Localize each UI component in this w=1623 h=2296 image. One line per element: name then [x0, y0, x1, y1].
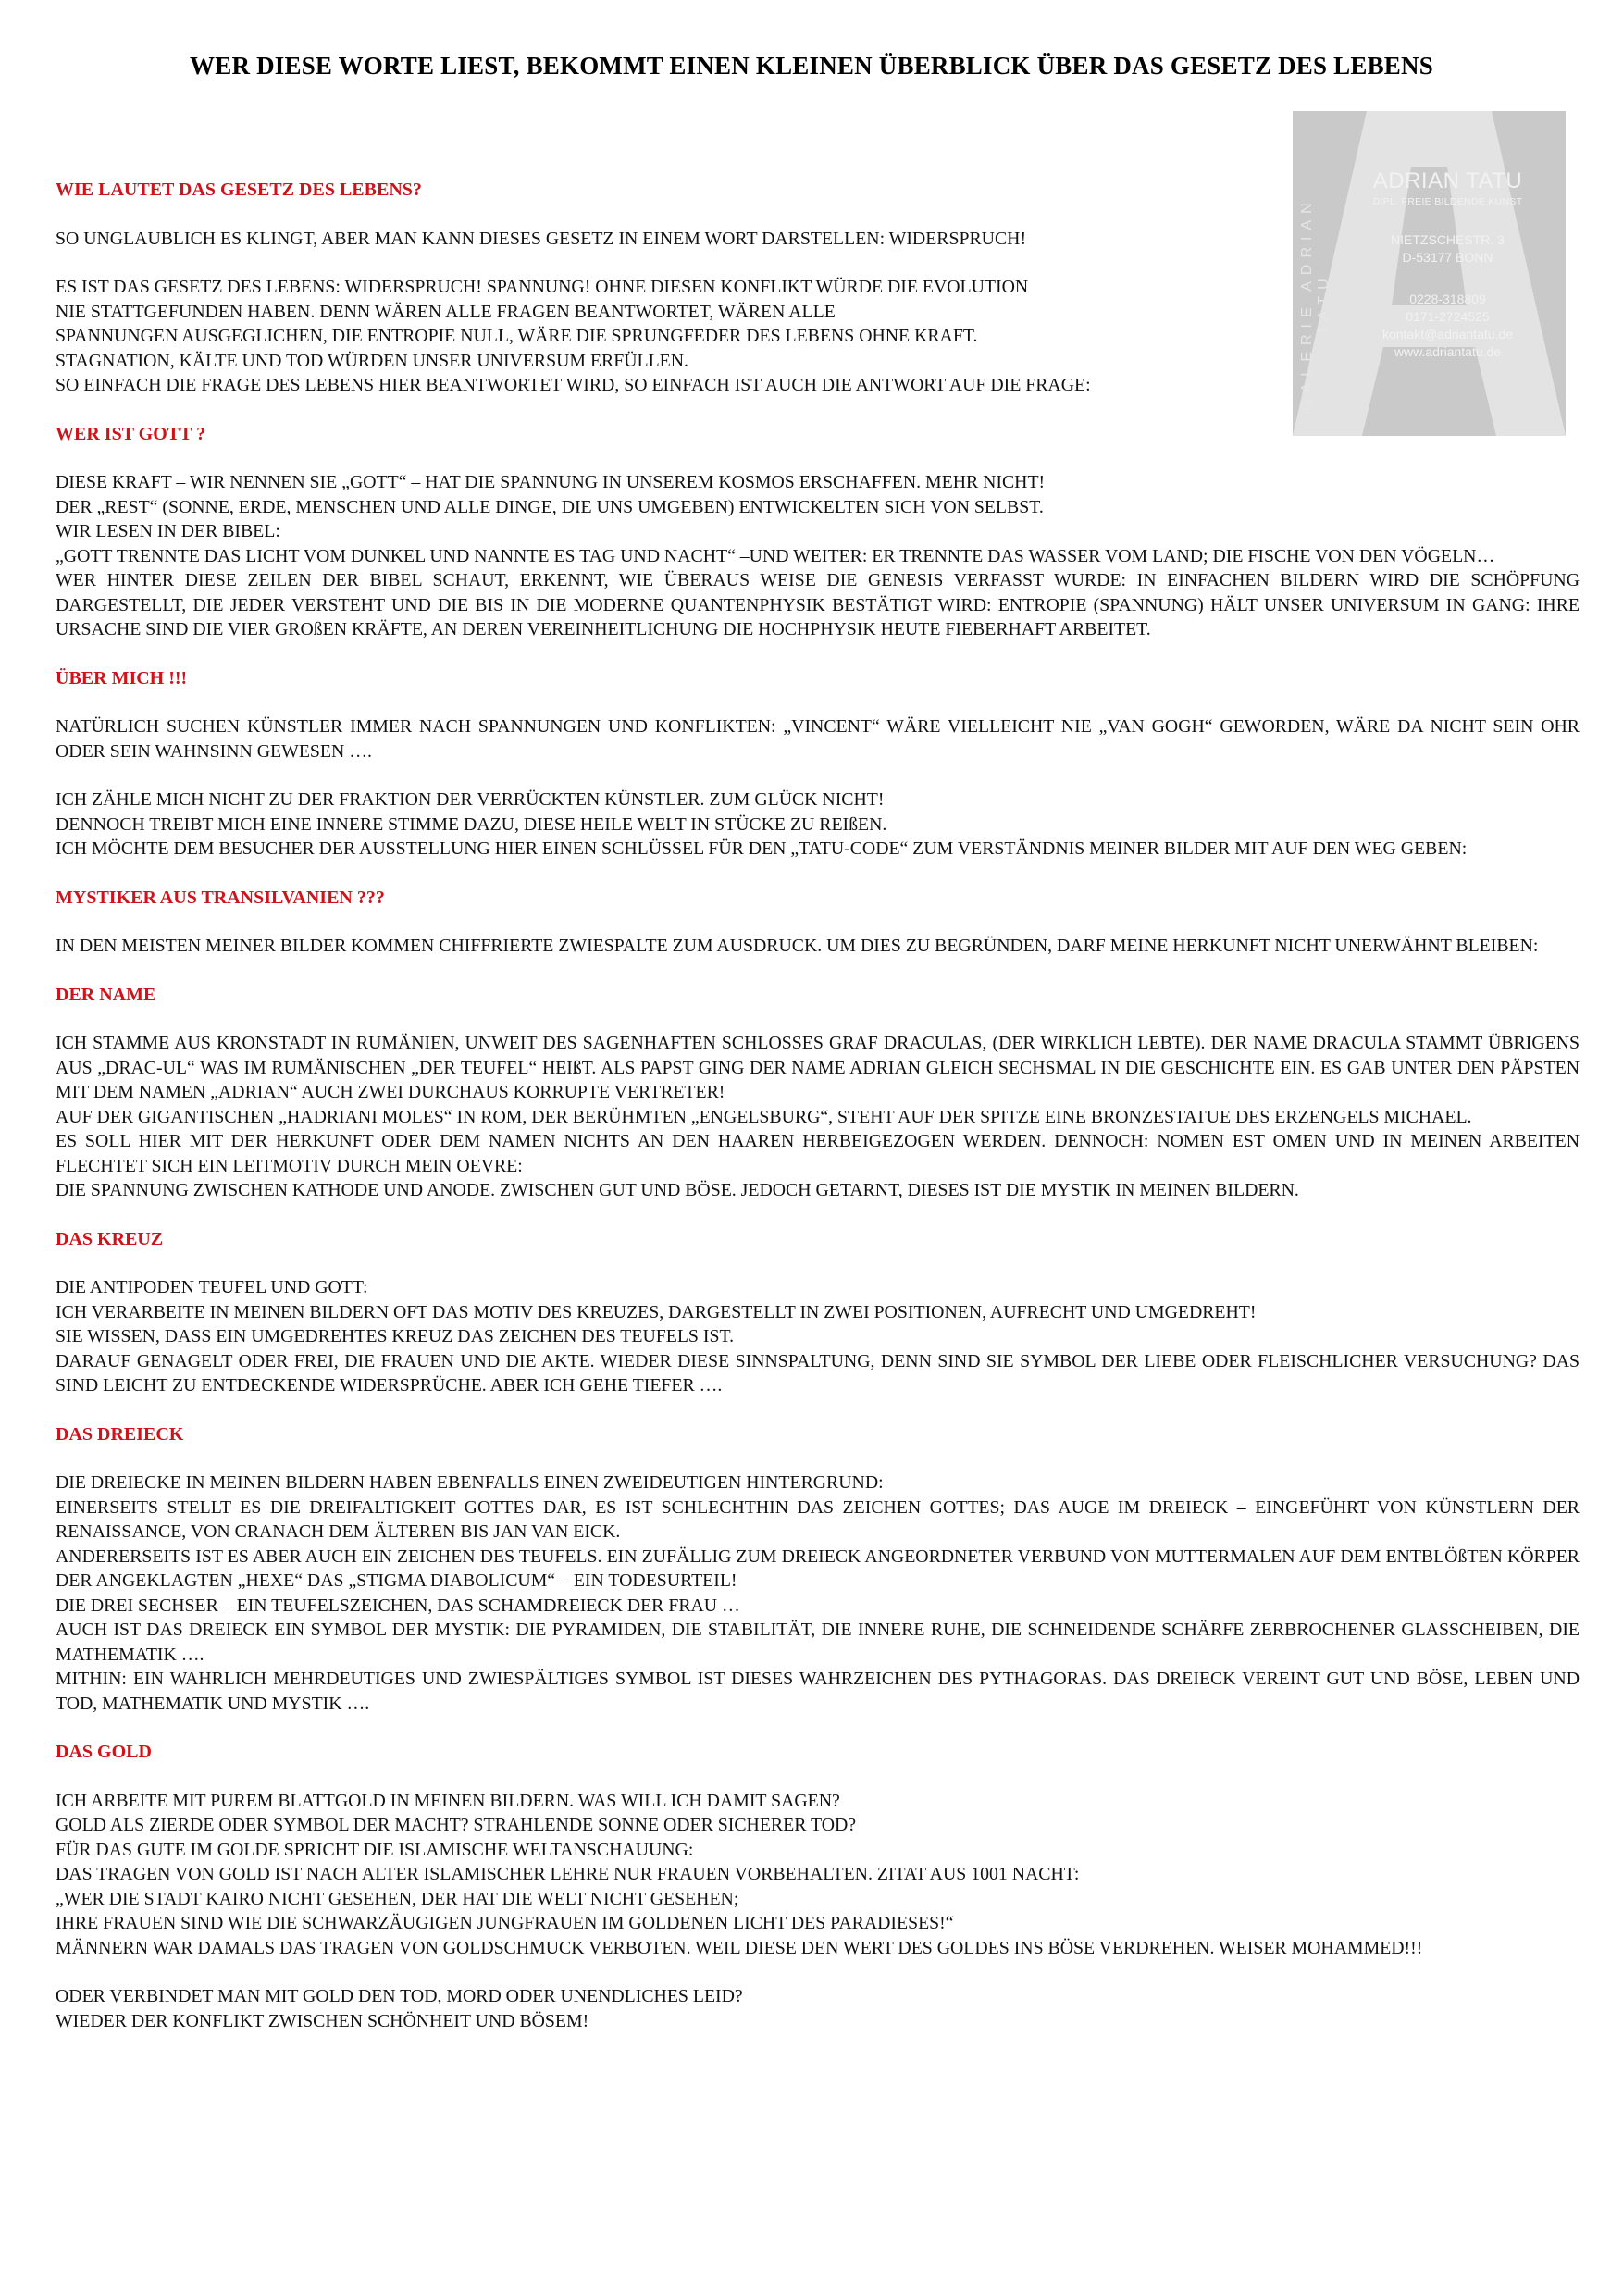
paragraph: SO UNGLAUBLICH ES KLINGT, ABER MAN KANN DIESES GESETZ IN EINEM WORT DARSTELLEN: WIDERSPRUCH! [56, 228, 1027, 249]
logo-city: D-53177 BONN [1402, 250, 1493, 265]
paragraph [56, 1789, 1580, 1961]
text-line: MITHIN: EIN WAHRLICH MEHRDEUTIGES UND ZWIESPÄLTIGES SYMBOL IST DIESES WAHRZEICHEN DES PYTHAGORAS. DAS DREIECK VEREINT GUT UND BÖSE, LEBEN UND TOD, MATHEMATIK UND MYSTIK …. [56, 1669, 1580, 1714]
logo-email: kontakt@adriantatu.de [1381, 327, 1514, 341]
section-heading: DER NAME [56, 984, 156, 1005]
logo-subtitle: DIPL. FREIE BILDENDE KUNST [1372, 196, 1523, 207]
text-line: DARAUF GENAGELT ODER FREI, DIE FRAUEN UND DIE AKTE. WIEDER DIESE SINNSPALTUNG, DENN SIND SIE SYMBOL DER LIEBE ODER FLEISCHLICHER VERSUCHUNG? DAS SIND LEICHT ZU ENTDECKENDE WIDERSPRÜCHE. ABER ICH GEHE TIEFER …. [56, 1350, 1580, 1396]
section-heading: MYSTIKER AUS TRANSILVANIEN ??? [56, 887, 385, 908]
paragraph: NATÜRLICH SUCHEN KÜNSTLER IMMER NACH SPANNUNGEN UND KONFLIKTEN: „VINCENT“ WÄRE VIELLEICHT NIE „VAN GOGH“ GEWORDEN, WÄRE DA NICHT SEIN OHR ODER SEIN WAHNSINN GEWESEN …. [56, 716, 1580, 762]
logo-name: ADRIAN TATU [1372, 168, 1523, 193]
paragraph [56, 1031, 1580, 1203]
section-heading: WER IST GOTT ? [56, 423, 206, 444]
text-line: DIE ANTIPODEN TEUFEL UND GOTT: [56, 1277, 368, 1297]
text-line: ES SOLL HIER MIT DER HERKUNFT ODER DEM NAMEN NICHTS AN DEN HAAREN HERBEIGEZOGEN WERDEN. DENNOCH: NOMEN EST OMEN UND IN MEINEN ARBEITEN FLECHTET SICH EIN LEITMOTIV DURCH MEIN OEVRE: [56, 1131, 1580, 1176]
paragraph [56, 1984, 1580, 2033]
section-heading: DAS KREUZ [56, 1228, 164, 1249]
text-line: SPANNUNGEN AUSGEGLICHEN, DIE ENTROPIE NULL, WÄRE DIE SPRUNGFEDER DES LEBENS OHNE KRAFT. [56, 326, 978, 346]
paragraph [56, 1275, 1580, 1398]
text-line: STAGNATION, KÄLTE UND TOD WÜRDEN UNSER UNIVERSUM ERFÜLLEN. [56, 350, 688, 371]
section-heading: DAS GOLD [56, 1742, 152, 1762]
text-line: DIE DREIECKE IN MEINEN BILDERN HABEN EBENFALLS EINEN ZWEIDEUTIGEN HINTERGRUND: [56, 1472, 884, 1493]
text-line: ICH ZÄHLE MICH NICHT ZU DER FRAKTION DER VERRÜCKTEN KÜNSTLER. ZUM GLÜCK NICHT! [56, 789, 885, 810]
text-line: SO EINFACH DIE FRAGE DES LEBENS HIER BEANTWORTET WIRD, SO EINFACH IST AUCH DIE ANTWORT AUF DIE FRAGE: [56, 375, 1091, 395]
text-line: ICH VERARBEITE IN MEINEN BILDERN OFT DAS MOTIV DES KREUZES, DARGESTELLT IN ZWEI POSITIONEN, AUFRECHT UND UMGEDREHT! [56, 1301, 1257, 1322]
text-line: WER HINTER DIESE ZEILEN DER BIBEL SCHAUT, ERKENNT, WIE ÜBERAUS WEISE DIE GENESIS VERFASST WURDE: IN EINFACHEN BILDERN WIRD DIE SCHÖPFUNG DARGESTELLT, DIE JEDER VERSTEHT UND DIE BIS IN DIE MODERNE QUANTENPHYSIK BESTÄTIGT WIRD: ENTROPIE (SPANNUNG) HÄLT UNSER UNIVERSUM IN GANG: IHRE URSACHE SIND DIE VIER GROßEN KRÄFTE, AN DEREN VEREINHEITLICHUNG DIE HOCHPHYSIK HEUTE FIEBERHAFT ARBEITET. [56, 570, 1580, 639]
logo-phone-2: 0171-2724525 [1406, 309, 1490, 324]
paragraph [56, 1471, 1580, 1716]
text-line: DAS TRAGEN VON GOLD IST NACH ALTER ISLAMISCHER LEHRE NUR FRAUEN VORBEHALTEN. ZITAT AUS 1001 NACHT: [56, 1864, 1080, 1884]
text-line: DENNOCH TREIBT MICH EINE INNERE STIMME DAZU, DIESE HEILE WELT IN STÜCKE ZU REIßEN. [56, 813, 887, 835]
logo-street: NIETZSCHESTR. 3 [1391, 232, 1505, 247]
text-line: SIE WISSEN, DASS EIN UMGEDREHTES KREUZ DAS ZEICHEN DES TEUFELS IST. [56, 1326, 735, 1347]
paragraph [56, 470, 1580, 642]
page-title: WER DIESE WORTE LIEST, BEKOMMT EINEN KLEINEN ÜBERBLICK ÜBER DAS GESETZ DES LEBENS [190, 52, 1433, 80]
text-line: AUF DER GIGANTISCHEN „HADRIANI MOLES“ IN ROM, DER BERÜHMTEN „ENGELSBURG“, STEHT AUF DER SPITZE EINE BRONZESTATUE DES ERZENGELS MICHAEL. [56, 1106, 1472, 1127]
text-line: WIEDER DER KONFLIKT ZWISCHEN SCHÖNHEIT UND BÖSEM! [56, 2010, 589, 2031]
text-line: WIR LESEN IN DER BIBEL: [56, 521, 280, 541]
text-line: IHRE FRAUEN SIND WIE DIE SCHWARZÄUGIGEN JUNGFRAUEN IM GOLDENEN LICHT DES PARADIESES!“ [56, 1913, 954, 1933]
text-line: ICH MÖCHTE DEM BESUCHER DER AUSSTELLUNG HIER EINEN SCHLÜSSEL FÜR DEN „TATU-CODE“ ZUM VERSTÄNDNIS MEINER BILDER MIT AUF DEN WEG GEBEN: [56, 838, 1468, 859]
paragraph [56, 788, 1580, 862]
text-line: AUCH IST DAS DREIECK EIN SYMBOL DER MYSTIK: DIE PYRAMIDEN, DIE STABILITÄT, DIE INNERE RUHE, DIE SCHNEIDENDE SCHÄRFE ZERBROCHENER GLASSCHEIBEN, DIE MATHEMATIK …. [56, 1620, 1580, 1665]
section-heading: ÜBER MICH !!! [56, 667, 188, 689]
text-line: DIESE KRAFT – WIR NENNEN SIE „GOTT“ – HAT DIE SPANNUNG IN UNSEREM KOSMOS ERSCHAFFEN. MEHR NICHT! [56, 472, 1046, 492]
text-line: ODER VERBINDET MAN MIT GOLD DEN TOD, MORD ODER UNENDLICHES LEID? [56, 1986, 743, 2006]
paragraph [56, 275, 1282, 398]
text-line: DER „REST“ (SONNE, ERDE, MENSCHEN UND ALLE DINGE, DIE UNS UMGEBEN) ENTWICKELTEN SICH VON SELBST. [56, 496, 1044, 517]
text-line: DIE SPANNUNG ZWISCHEN KATHODE UND ANODE. ZWISCHEN GUT UND BÖSE. JEDOCH GETARNT, DIESES IST DIE MYSTIK IN MEINEN BILDERN. [56, 1180, 1299, 1200]
logo-phone-1: 0228-318809 [1409, 292, 1486, 306]
text-line: MÄNNERN WAR DAMALS DAS TRAGEN VON GOLDSCHMUCK VERBOTEN. WEIL DIESE DEN WERT DES GOLDES INS BÖSE VERDREHEN. WEISER MOHAMMED!!! [56, 1937, 1423, 1958]
logo-website: www.adriantatu.de [1394, 344, 1502, 359]
body-text [56, 178, 1580, 2057]
text-line: GOLD ALS ZIERDE ODER SYMBOL DER MACHT? STRAHLENDE SONNE ODER SICHERER TOD? [56, 1815, 857, 1835]
text-line: ICH ARBEITE MIT PUREM BLATTGOLD IN MEINEN BILDERN. WAS WILL ICH DAMIT SAGEN? [56, 1790, 840, 1811]
text-line: „WER DIE STADT KAIRO NICHT GESEHEN, DER HAT DIE WELT NICHT GESEHEN; [56, 1888, 739, 1909]
intro-block [56, 178, 1282, 446]
text-line: ES IST DAS GESETZ DES LEBENS: WIDERSPRUCH! SPANNUNG! OHNE DIESEN KONFLIKT WÜRDE DIE EVOLUTION [56, 277, 1029, 297]
section-heading: DAS DREIECK [56, 1423, 184, 1445]
text-line: ICH STAMME AUS KRONSTADT IN RUMÄNIEN, UNWEIT DES SAGENHAFTEN SCHLOSSES GRAF DRACULAS, (DER WIRKLICH LEBTE). DER NAME DRACULA STAMMT ÜBRIGENS AUS „DRAC-UL“ WAS IM RUMÄNISCHEN „DER TEUFEL“ HEIßT. ALS PAPST GING DER NAME ADRIAN GLEICH SECHSMAL IN DIE GESCHICHTE EIN. ES GAB UNTER DEN PÄPSTEN MIT DEM NAMEN „ADRIAN“ AUCH ZWEI DURCHAUS KORRUPTE VERTRETER! [56, 1033, 1580, 1102]
text-line: DIE DREI SECHSER – EIN TEUFELSZEICHEN, DAS SCHAMDREIECK DER FRAU … [56, 1595, 740, 1616]
paragraph: IN DEN MEISTEN MEINER BILDER KOMMEN CHIFFRIERTE ZWIESPALTE ZUM AUSDRUCK. UM DIES ZU BEGRÜNDEN, DARF MEINE HERKUNFT NICHT UNERWÄHNT BLEIBEN: [56, 936, 1539, 956]
logo-vertical-text: GALERIE ADRIAN TATU [1299, 196, 1332, 411]
text-line: FÜR DAS GUTE IM GOLDE SPRICHT DIE ISLAMISCHE WELTANSCHAUUNG: [56, 1839, 694, 1860]
text-line: NIE STATTGEFUNDEN HABEN. DENN WÄREN ALLE FRAGEN BEANTWORTET, WÄREN ALLE [56, 301, 836, 322]
text-line: „GOTT TRENNTE DAS LICHT VOM DUNKEL UND NANNTE ES TAG UND NACHT“ –UND WEITER: ER TRENNTE DAS WASSER VOM LAND; DIE FISCHE VON DEN VÖGELN… [56, 545, 1495, 566]
section-heading: WIE LAUTET DAS GESETZ DES LEBENS? [56, 180, 422, 200]
text-line: EINERSEITS STELLT ES DIE DREIFALTIGKEIT GOTTES DAR, ES IST SCHLECHTHIN DAS ZEICHEN GOTTES; DAS AUGE IM DREIECK – EINGEFÜHRT VON KÜNSTLERN DER RENAISSANCE, VON CRANACH DEM ÄLTEREN BIS JAN VAN EICK. [56, 1496, 1580, 1542]
text-line: ANDERERSEITS IST ES ABER AUCH EIN ZEICHEN DES TEUFELS. EIN ZUFÄLLIG ZUM DREIECK ANGEORDNETER VERBUND VON MUTTERMALEN AUF DEM ENTBLÖßTEN KÖRPER DER ANGEKLAGTEN „HEXE“ DAS „STIGMA DIABOLICUM“ – EIN TODESURTEIL! [56, 1545, 1580, 1591]
